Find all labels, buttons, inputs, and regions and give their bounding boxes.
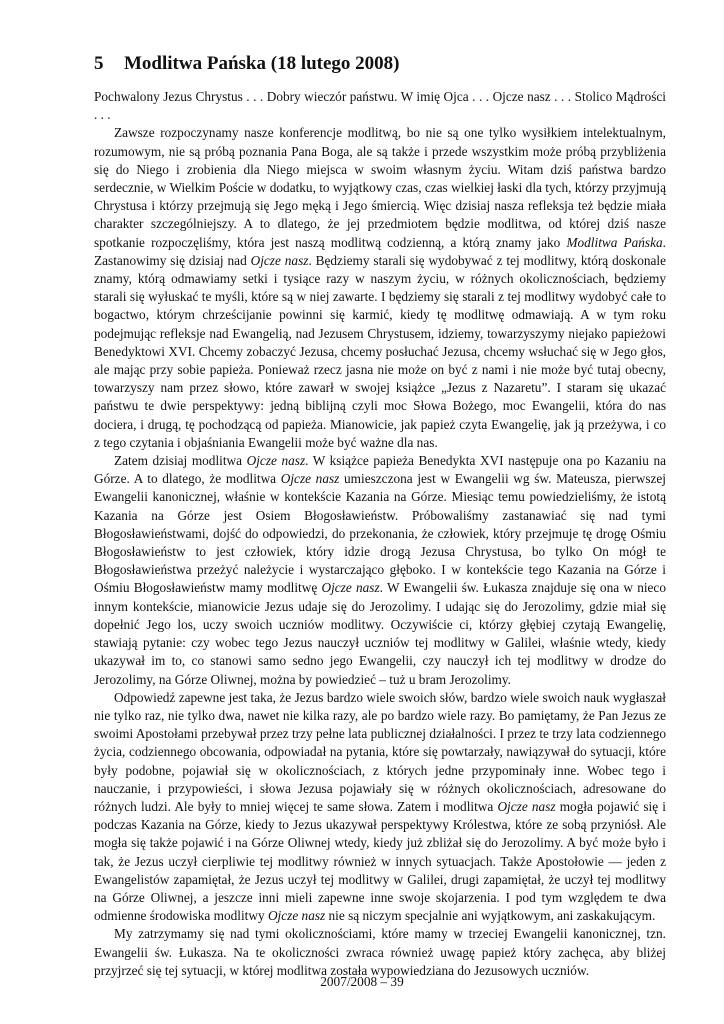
paragraph xyxy=(94,925,666,980)
paragraph-text: Zatem dzisiaj modlitwa xyxy=(114,453,247,469)
paragraph-text: mogła pojawić się i podczas Kazania na Górze, kiedy to Jezus ukazywał perspektywy Królestwa, które ze sobą przyniósł. Ale mogła się także pojawić i na Górze Oliwnej wtedy, kiedy już zbliżał się do Jerozolimy. A być może było i tak, że Jezus uczył cierpliwie tej modlitwy również w innych sytuacjach. Także Apostołowie — jeden z Ewangelistów zapamiętał, że Jezus uczył tej modlitwy w Galilei, drugi zapamiętał, że uczył tej modlitwy na Górze Oliwnej, a jeszcze inni mieli zapewne inne swoje skojarzenia. I pod tym względem te dwa odmienne środowiska modlitwy xyxy=(94,798,666,924)
italic-title-text: Ojcze nasz xyxy=(280,471,340,487)
italic-title-text: Ojcze nasz xyxy=(321,580,380,596)
italic-title-text: Ojcze nasz xyxy=(250,252,309,268)
paragraph-text: Zawsze rozpoczynamy nasze konferencje modlitwą, bo nie są one tylko wysiłkiem intelektualnym, rozumowym, nie są próbą poznania Pana Boga, ale są także i przede wszystkim może próbą przybliżenia się do Niego i zrobienia dla Niego miejsca w swoim własnym życiu. Witam dziś państwa bardzo serdecznie, w Wielkim Poście w dodatku, to wyjątkowy czas, czas wielkiej łaski dla tych, którzy przyjmują Chrystusa i którzy przejmują się Jego męką i Jego śmiercią. Więc dzisiaj nasza refleksja też będzie miała charakter szczególniejszy. A to dlatego, że jej przedmiotem będzie modlitwa, od której dziś nasze spotkanie rozpoczęliśmy, która jest naszą modlitwą codzienną, a którą znamy jako xyxy=(94,125,666,250)
paragraph-text: Pochwalony Jezus Chrystus . . . Dobry wieczór państwu. W imię Ojca . . . Ojcze nasz . . . Stolico Mądrości . . . xyxy=(94,89,666,123)
paragraph xyxy=(94,88,666,124)
paragraph-text: My zatrzymamy się nad tymi okolicznościami, które mamy w trzeciej Ewangelii kanonicznej, tzn. Ewangelii św. Łukasza. Na te okoliczności zwraca również uwagę papież który zachęca, aby bliżej przyjrzeć się tej sytuacji, w której modlitwa została wypowiedziana do Jezusowych uczniów. xyxy=(94,926,666,978)
page-footer: 2007/2008 – 39 xyxy=(320,974,404,989)
paragraph xyxy=(94,689,666,926)
section-number: 5 xyxy=(94,53,104,74)
paragraph-text: . W Ewangelii św. Łukasza znajduje się ona w nieco innym kontekście, mianowicie Jezus udaje się do Jerozolimy. I udając się do Jerozolimy, gdzie miał się dopełnić Jego los, uczy swoich uczniów modlitwy. Oczywiście ci, którzy głębiej czytają Ewangelię, stawiają pytanie: czy wobec tego Jezus nauczył uczniów tej modlitwy w Galilei, właśnie wtedy, kiedy ukazywał im to, co stanowi samo sedno jego Ewangelii, czy nauczył ich tej modlitwy w drodze do Jerozolimy, na Górze Oliwnej, można by powiedzieć – tuż u bram Jerozolimy. xyxy=(94,580,666,687)
paragraph-text: . Będziemy starali się wydobywać z tej modlitwy, którą doskonale znamy, którą odmawiamy setki i tysiące razy w naszym życiu, w różnych okolicznościach, będziemy starali się wyłuskać te myśli, które są w niej zawarte. I będziemy się starali z tej modlitwy wydobyć całe to bogactwo, którym chrześcijanie powinni się karmić, kiedy tę modlitwę odmawiają. A w tym roku podejmując refleksje nad Ewangelią, nad Jezusem Chrystusem, idziemy, towarzyszymy niejako papieżowi Benedyktowi XVI. Chcemy zobaczyć Jezusa, chcemy posłuchać Jezusa, chcemy wsłuchać się w Jego głos, ale mając przy sobie papieża. Ponieważ rzecz jasna nie może on być z nami i nie może być tutaj obecny, towarzyszy nam przez słowo, które zawarł w swojej książce „Jezus z Nazaretu”. I staram się ukazać państwu te dwie perspektywy: jedną biblijną czyli moc Słowa Bożego, moc Ewangelii, która do nas dociera, i drugą, tę pochodzącą od papieża. Mianowicie, jak papież czyta Ewangelię, jak ją przeżywa, i co z tego czytania i objaśniania Ewangelii może być ważne dla nas. xyxy=(94,252,666,450)
paragraph-text: nie są niczym specjalnie ani wyjątkowym, ani zaskakującym. xyxy=(325,908,656,924)
paragraph-text: Odpowiedź zapewne jest taka, że Jezus bardzo wiele swoich słów, bardzo wiele swoich nauk wygłaszał nie tylko raz, nie tylko dwa, nawet nie kilka razy, ale po bardzo wiele razy. Bo pamiętamy, że Pan Jezus ze swoimi Apostołami przebywał przez trzy pełne lata publicznej działalności. I przez te trzy lata codziennego życia, codziennego obcowania, odpowiadał na pytania, które się powtarzały, nawiązywał do sytuacji, które były podobne, pojawiał się w okolicznościach, z których jedne przypominały inne. Wobec tego i nauczanie, i przypowieści, i słowa Jezusa pojawiały się w różnych okolicznościach, adresowane do różnych ludzi. Ale były to mniej więcej te same słowa. Zatem i modlitwa xyxy=(94,689,666,814)
section-title: Modlitwa Pańska (18 lutego 2008) xyxy=(124,53,400,74)
paragraph-text: . Zastanowimy się dzisiaj nad xyxy=(94,234,666,268)
paragraph xyxy=(94,452,666,689)
italic-title-text: Ojcze nasz xyxy=(497,798,556,814)
paragraph xyxy=(94,124,666,452)
document-page xyxy=(94,52,666,980)
paragraph-text: umieszczona jest w Ewangelii wg św. Mateusza, pierwszej Ewangelii kanonicznej, właśnie w kontekście Kazania na Górze. Miesiąc temu powiedzieliśmy, że istotą Kazania na Górze jest Osiem Błogosławieństw. Próbowaliśmy zastanawiać się nad tymi Błogosławieństwami, dojść do odpowiedzi, do przekonania, że człowiek, który przejmuje tę drogę Ośmiu Błogosławieństw to jest człowiek, który idzie drogą Jezusa Chrystusa, bo tylko On mógł te Błogosławieństwa przeżyć należycie i wystarczająco głęboko. I w kontekście tego Kazania na Górze i Ośmiu Błogosławieństw mamy modlitwę xyxy=(94,471,666,596)
italic-title-text: Ojcze nasz xyxy=(267,908,326,924)
italic-title-text: Modlitwa Pańska xyxy=(566,234,663,250)
paragraph-text: . W książce papieża Benedykta XVI następuje ona po Kazaniu na Górze. A to dlatego, że modlitwa xyxy=(94,453,667,487)
section-heading xyxy=(94,52,666,76)
body-text xyxy=(94,88,666,980)
italic-title-text: Ojcze nasz xyxy=(246,453,306,469)
